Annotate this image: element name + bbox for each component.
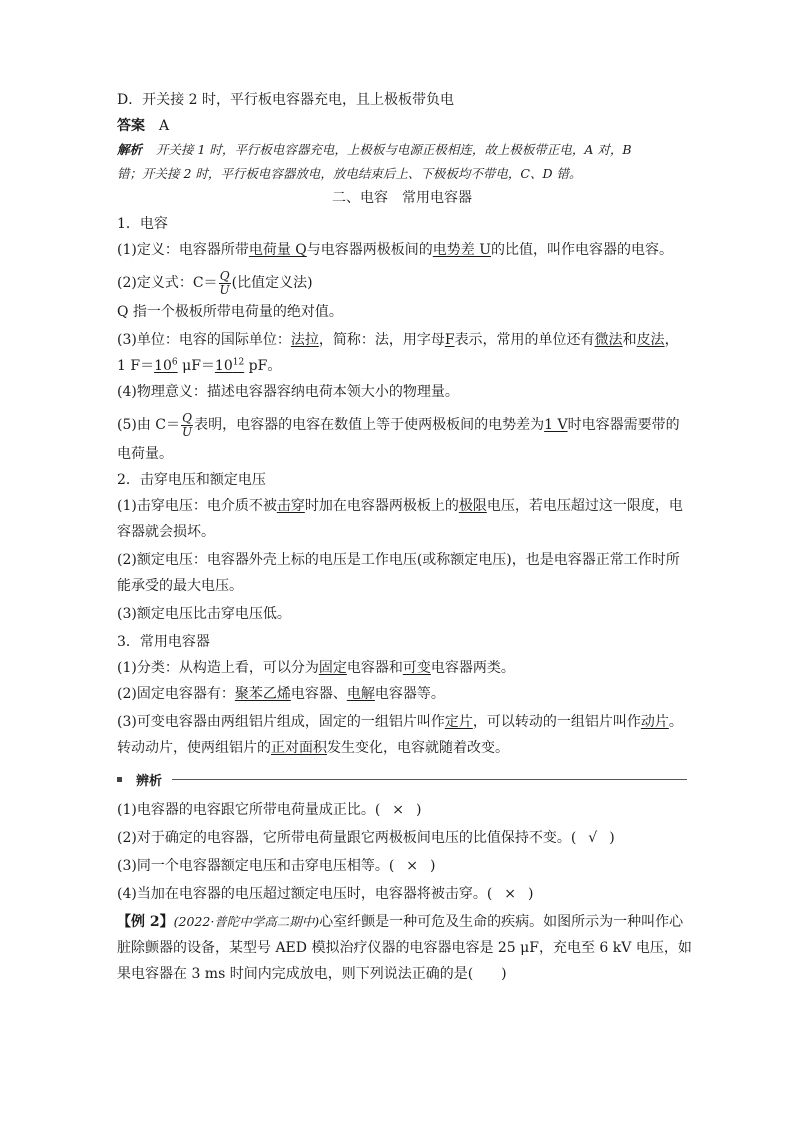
fraction-numerator: Q — [182, 410, 192, 425]
example-line-2: 脏除颤器的设备，某型号 AED 模拟治疗仪器的电容器电容是 25 μF，充电至 6 kV 电压，如 — [117, 940, 692, 956]
fraction — [219, 270, 231, 297]
text: 电压，若电压超过这一限度，电 — [486, 498, 683, 514]
text: 心室纤颤是一种可危及生命的疾病。如图所示为一种叫作心 — [319, 914, 684, 930]
text: (3)单位：电容的国际单位： — [117, 332, 291, 348]
s3-title: 3．常用电容器 — [117, 634, 210, 650]
underlined-term — [215, 358, 244, 374]
cross-mark: × — [504, 886, 517, 902]
s2-title: 2．击穿电压和额定电压 — [117, 472, 266, 488]
text: (2)对于确定的电容器，它所带电荷量跟它两极板间电压的比值保持不变。( — [117, 830, 577, 846]
text: 电容器等。 — [374, 686, 445, 702]
fraction-numerator: Q — [219, 268, 230, 283]
fraction-denominator: U — [182, 424, 193, 439]
example-line-3: 果电容器在 3 ms 时间内完成放电，则下列说法正确的是( ) — [117, 966, 507, 982]
section-title: 二、电容 常用电容器 — [332, 190, 472, 206]
underlined-term: 动片 — [640, 714, 669, 730]
text: 10 — [154, 358, 172, 374]
bianxi-item-2 — [117, 826, 687, 854]
text: ，可以转动的一组铝片叫作 — [472, 714, 641, 730]
text: ) — [609, 830, 615, 846]
text: (1)分类：从构造上看，可以分为 — [117, 660, 319, 676]
text: ) — [528, 886, 534, 902]
bullet-square-icon — [117, 777, 122, 782]
answer-line — [117, 114, 687, 138]
s1-unit — [117, 328, 687, 354]
underlined-term: 固定 — [318, 660, 347, 676]
underlined-term: 皮法 — [636, 332, 665, 348]
superscript: 6 — [171, 357, 178, 368]
s2-line-1 — [117, 494, 687, 520]
bianxi-label: 辨析 — [136, 773, 163, 789]
text: 转动动片，使两组铝片的 — [117, 740, 271, 756]
text: 10 — [214, 358, 233, 374]
example-label: 【例 2】 — [117, 914, 174, 930]
text: 和 — [622, 332, 637, 348]
underlined-term: 法拉 — [290, 332, 319, 348]
text: 表示，常用的单位还有 — [454, 332, 595, 348]
answer-value: A — [159, 118, 170, 134]
s1-five-end: 电荷量。 — [117, 446, 173, 462]
fraction-denominator: U — [219, 282, 230, 297]
bianxi-header — [117, 766, 687, 792]
underlined-term: 定片 — [444, 714, 473, 730]
s1-definition — [117, 238, 687, 266]
text: ) — [430, 858, 436, 874]
text: 发生变化，电容就随着改变。 — [327, 740, 509, 756]
bianxi-item-3 — [117, 854, 687, 882]
cross-mark: × — [406, 858, 419, 874]
text: (3)可变电容器由两组铝片组成，固定的一组铝片叫作 — [117, 714, 445, 730]
text: 1 F＝ — [117, 358, 155, 374]
text: (2)固定电容器有： — [117, 686, 235, 702]
text: 与电容器两极板间的 — [306, 242, 433, 258]
check-mark: √ — [588, 830, 598, 846]
cross-mark: × — [392, 802, 405, 818]
underlined-term — [154, 358, 178, 374]
text: (1)击穿电压：电介质不被 — [117, 498, 277, 514]
bianxi-item-1 — [117, 798, 687, 826]
answer-label: 答案 — [117, 118, 145, 134]
text: 的比值，叫作电容器的电容。 — [491, 242, 674, 258]
text: ) — [416, 802, 422, 818]
fraction — [181, 412, 193, 439]
analysis-line-1 — [117, 138, 687, 162]
s2-line-1-end: 容器就会损坏。 — [117, 524, 215, 540]
underlined-term: 聚苯乙烯 — [234, 686, 291, 702]
text: pF。 — [244, 358, 282, 374]
bianxi-item-4 — [117, 882, 687, 910]
text: μF＝ — [177, 358, 215, 374]
s1-q-note: Q 指一个极板所带电荷量的绝对值。 — [117, 304, 343, 320]
text: (比值定义法) — [231, 275, 313, 291]
option-d: D．开关接 2 时，平行板电容器充电，且上极板带负电 — [117, 92, 455, 108]
s2-line-3: (3)额定电压比击穿电压低。 — [117, 606, 291, 622]
text: (3)同一个电容器额定电压和击穿电压相等。( — [117, 858, 395, 874]
s3-line-4 — [117, 736, 687, 762]
superscript: 12 — [232, 357, 245, 368]
underlined-term: 极限 — [458, 498, 487, 514]
text: 。 — [668, 714, 683, 730]
s3-line-3 — [117, 710, 687, 736]
example-source: (2022·普陀中学高二期中) — [173, 914, 320, 929]
underlined-term: F — [444, 332, 455, 348]
s1-title: 1．电容 — [117, 216, 168, 232]
underlined-term: 电势差 U — [432, 242, 492, 258]
underlined-term: 1 V — [544, 417, 568, 433]
underlined-term: 正对面积 — [271, 740, 327, 756]
text: 时电容器需要带的 — [567, 417, 680, 433]
underlined-term: 可变 — [402, 660, 431, 676]
text: 表明，电容器的电容在数值上等于使两极板间的电势差为 — [194, 417, 545, 433]
text: (1)定义：电容器所带 — [117, 242, 249, 258]
text: ，简称：法，用字母 — [318, 332, 445, 348]
underlined-term: 微法 — [594, 332, 623, 348]
s3-line-1 — [117, 656, 687, 682]
analysis-label: 解析 — [117, 142, 143, 157]
text: (5)由 C＝ — [117, 417, 180, 433]
divider — [172, 779, 687, 780]
s2-line-2: (2)额定电压：电容器外壳上标的电压是工作电压(或称额定电压)，也是电容器正常工作时所 — [117, 552, 680, 568]
analysis-line-2: 错；开关接 2 时，平行板电容器放电，放电结束后上、下极板均不带电，C、D 错。 — [117, 166, 582, 181]
underlined-term: 电解 — [346, 686, 375, 702]
example-line-1 — [117, 910, 687, 936]
s1-formula — [117, 266, 687, 300]
text: 时加在电容器两极板上的 — [304, 498, 459, 514]
s1-five — [117, 408, 687, 442]
text: 电容器两类。 — [430, 660, 515, 676]
text: ， — [664, 332, 679, 348]
s1-conversion — [117, 354, 687, 380]
underlined-term: 击穿 — [276, 498, 305, 514]
text: 电容器、 — [290, 686, 347, 702]
s1-meaning: (4)物理意义：描述电容器容纳电荷本领大小的物理量。 — [117, 384, 459, 400]
underlined-term: 电荷量 Q — [248, 242, 307, 258]
text: (1)电容器的电容跟它所带电荷量成正比。( — [117, 802, 381, 818]
s2-line-2-end: 能承受的最大电压。 — [117, 578, 243, 594]
text: (4)当加在电容器的电压超过额定电压时，电容器将被击穿。( — [117, 886, 493, 902]
document-page — [117, 88, 692, 988]
text: 电容器和 — [346, 660, 403, 676]
text: (2)定义式：C＝ — [117, 275, 218, 291]
s3-line-2 — [117, 682, 687, 710]
analysis-text-1: 开关接 1 时，平行板电容器充电，上极板与电源正极相连，故上极板带正电，A 对，B — [156, 142, 632, 157]
